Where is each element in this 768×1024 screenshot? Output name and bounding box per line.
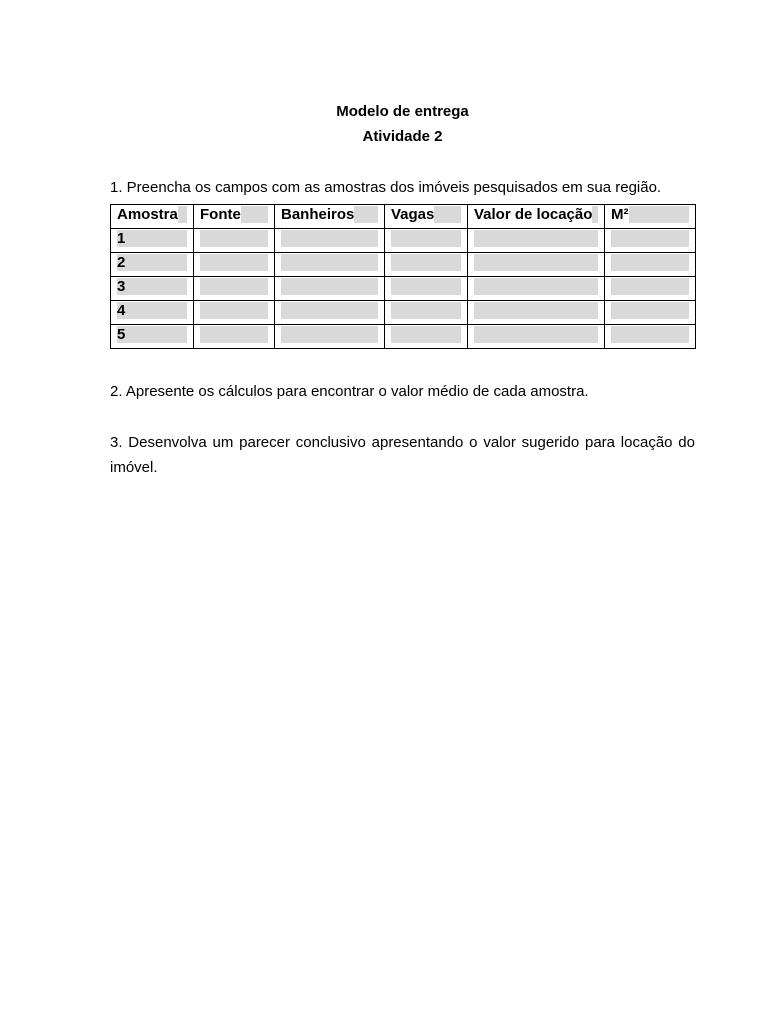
cell-amostra[interactable] <box>111 277 194 301</box>
question-1-text: 1. Preencha os campos com as amostras dos imóveis pesquisados em sua região. <box>110 179 662 196</box>
cell-amostra[interactable] <box>111 325 194 349</box>
header-amostra <box>111 205 194 229</box>
form-field[interactable] <box>391 326 461 343</box>
cell-vagas[interactable] <box>385 325 468 349</box>
form-field[interactable] <box>281 230 378 247</box>
form-field[interactable] <box>391 302 461 319</box>
form-field[interactable] <box>611 254 689 271</box>
form-field[interactable] <box>611 326 689 343</box>
cell-valor-locacao[interactable] <box>468 325 605 349</box>
form-field[interactable] <box>200 230 268 247</box>
cell-fonte[interactable] <box>194 277 275 301</box>
form-field[interactable] <box>611 278 689 295</box>
header-m2 <box>605 205 696 229</box>
form-field[interactable] <box>474 326 598 343</box>
cell-valor-locacao[interactable] <box>468 301 605 325</box>
cell-vagas[interactable] <box>385 277 468 301</box>
header-label: M² <box>611 206 629 223</box>
cell-m2[interactable] <box>605 301 696 325</box>
header-label: Amostra <box>117 206 178 223</box>
form-field[interactable]: 5 <box>117 326 187 343</box>
table-row <box>111 253 696 277</box>
cell-vagas[interactable] <box>385 229 468 253</box>
question-3-text: 3. Desenvolva um parecer conclusivo apresentando o valor sugerido para locação do imóvel. <box>110 434 695 476</box>
cell-fonte[interactable] <box>194 253 275 277</box>
form-field[interactable] <box>474 278 598 295</box>
form-field[interactable] <box>200 302 268 319</box>
header-valor-locacao <box>468 205 605 229</box>
cell-m2[interactable] <box>605 325 696 349</box>
form-field[interactable] <box>474 254 598 271</box>
form-field[interactable] <box>474 302 598 319</box>
cell-amostra[interactable] <box>111 253 194 277</box>
cell-fonte[interactable] <box>194 325 275 349</box>
form-field[interactable]: 2 <box>117 254 187 271</box>
cell-fonte[interactable] <box>194 229 275 253</box>
cell-valor-locacao[interactable] <box>468 253 605 277</box>
form-field[interactable] <box>391 278 461 295</box>
form-field[interactable]: 1 <box>117 230 187 247</box>
header-label: Vagas <box>391 206 435 223</box>
question-2-text: 2. Apresente os cálculos para encontrar o valor médio de cada amostra. <box>110 383 589 400</box>
document-subtitle: Atividade 2 <box>362 128 443 145</box>
form-field[interactable]: 4 <box>117 302 187 319</box>
cell-banheiros[interactable] <box>275 229 385 253</box>
form-field[interactable] <box>200 326 268 343</box>
cell-vagas[interactable] <box>385 253 468 277</box>
table-row <box>111 301 696 325</box>
form-field[interactable] <box>281 326 378 343</box>
cell-banheiros[interactable] <box>275 301 385 325</box>
table-row <box>111 229 696 253</box>
table-row <box>111 277 696 301</box>
samples-table <box>110 204 696 349</box>
header-label: Banheiros <box>281 206 355 223</box>
form-field[interactable] <box>200 278 268 295</box>
cell-banheiros[interactable] <box>275 325 385 349</box>
form-field[interactable] <box>474 230 598 247</box>
cell-valor-locacao[interactable] <box>468 229 605 253</box>
form-field[interactable]: 3 <box>117 278 187 295</box>
cell-amostra[interactable] <box>111 301 194 325</box>
document-title: Modelo de entrega <box>336 103 469 120</box>
table-header-row <box>111 205 696 229</box>
cell-m2[interactable] <box>605 229 696 253</box>
cell-banheiros[interactable] <box>275 253 385 277</box>
header-vagas <box>385 205 468 229</box>
header-label: Valor de locação <box>474 206 593 223</box>
form-field[interactable] <box>611 302 689 319</box>
form-field[interactable] <box>281 254 378 271</box>
form-field[interactable] <box>281 302 378 319</box>
cell-vagas[interactable] <box>385 301 468 325</box>
form-field[interactable] <box>391 230 461 247</box>
cell-amostra[interactable] <box>111 229 194 253</box>
form-field[interactable] <box>200 254 268 271</box>
cell-valor-locacao[interactable] <box>468 277 605 301</box>
header-label: Fonte <box>200 206 241 223</box>
cell-fonte[interactable] <box>194 301 275 325</box>
form-field[interactable] <box>611 230 689 247</box>
cell-banheiros[interactable] <box>275 277 385 301</box>
form-field[interactable] <box>391 254 461 271</box>
cell-m2[interactable] <box>605 253 696 277</box>
table-row <box>111 325 696 349</box>
header-banheiros <box>275 205 385 229</box>
form-field[interactable] <box>281 278 378 295</box>
cell-m2[interactable] <box>605 277 696 301</box>
header-fonte <box>194 205 275 229</box>
